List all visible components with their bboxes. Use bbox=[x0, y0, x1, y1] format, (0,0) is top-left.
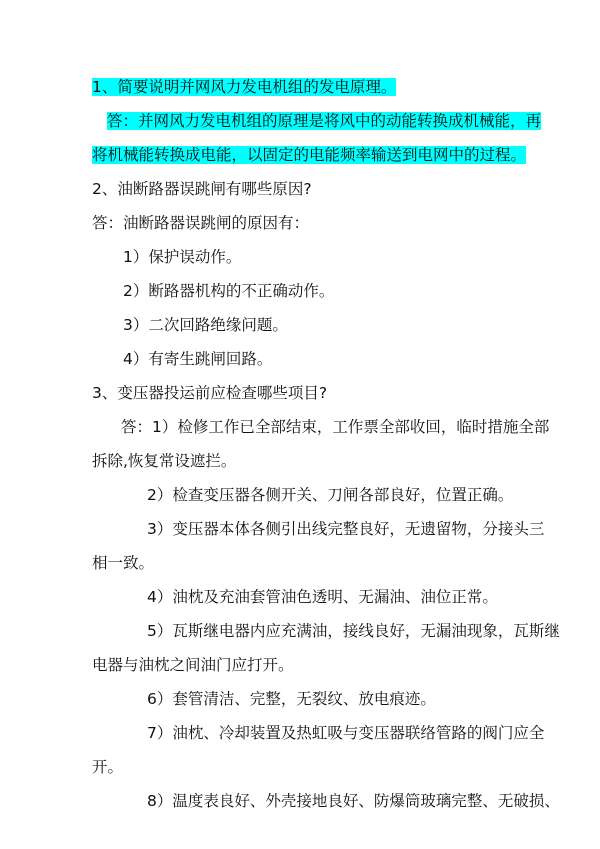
q3-item-7-line-1: 7）油枕、冷却装置及热虹吸与变压器联络管路的阀门应全 bbox=[147, 724, 545, 742]
q3-question: 3、变压器投运前应检查哪些项目? bbox=[92, 384, 328, 402]
q3-item-2-line-1: 2）检查变压器各侧开关、刀闸各部良好，位置正确。 bbox=[147, 486, 514, 504]
q3-item-7-line-2: 开。 bbox=[92, 758, 124, 776]
q3-item-4-line-1: 4）油枕及充油套管油色透明、无漏油、油位正常。 bbox=[147, 588, 498, 606]
q3-item-3-line-2: 相一致。 bbox=[92, 554, 155, 572]
q3-item-8-line-1: 8）温度表良好、外壳接地良好、防爆筒玻璃完整、无破损、 bbox=[147, 792, 560, 810]
q2-item-1: 1）保护误动作。 bbox=[123, 248, 242, 266]
q3-item-1-line-2: 拆除,恢复常设遮拦。 bbox=[92, 452, 237, 470]
q1-question-text: 1、简要说明并网风力发电机组的发电原理。 bbox=[92, 78, 397, 96]
q1-question bbox=[92, 76, 396, 98]
q2-item-4: 4）有寄生跳闸回路。 bbox=[123, 350, 273, 368]
q1-answer-line-2 bbox=[92, 144, 526, 166]
q3-item-1-line-1: 答：1）检修工作已全部结束，工作票全部收回，临时措施全部 bbox=[121, 418, 550, 436]
q2-question: 2、油断路器误跳闸有哪些原因? bbox=[92, 180, 312, 198]
q1-answer-text-1: 答：并网风力发电机组的原理是将风中的动能转换成机械能，再 bbox=[107, 112, 542, 130]
q3-item-6-line-1: 6）套管清洁、完整，无裂纹、放电痕迹。 bbox=[147, 690, 436, 708]
q3-item-5-line-1: 5）瓦斯继电器内应充满油，接线良好，无漏油现象，瓦斯继 bbox=[147, 622, 560, 640]
q2-answer-intro: 答：油断路器误跳闸的原因有： bbox=[92, 214, 310, 232]
q1-answer-line-1 bbox=[107, 110, 541, 132]
q2-item-3: 3）二次回路绝缘问题。 bbox=[123, 316, 288, 334]
q1-answer-text-2: 将机械能转换成电能，以固定的电能频率输送到电网中的过程。 bbox=[92, 146, 527, 164]
q2-item-2: 2）断路器机构的不正确动作。 bbox=[123, 282, 335, 300]
q3-item-5-line-2: 电器与油枕之间油门应打开。 bbox=[92, 656, 294, 674]
q3-item-3-line-1: 3）变压器本体各侧引出线完整良好，无遗留物，分接头三 bbox=[147, 520, 545, 538]
